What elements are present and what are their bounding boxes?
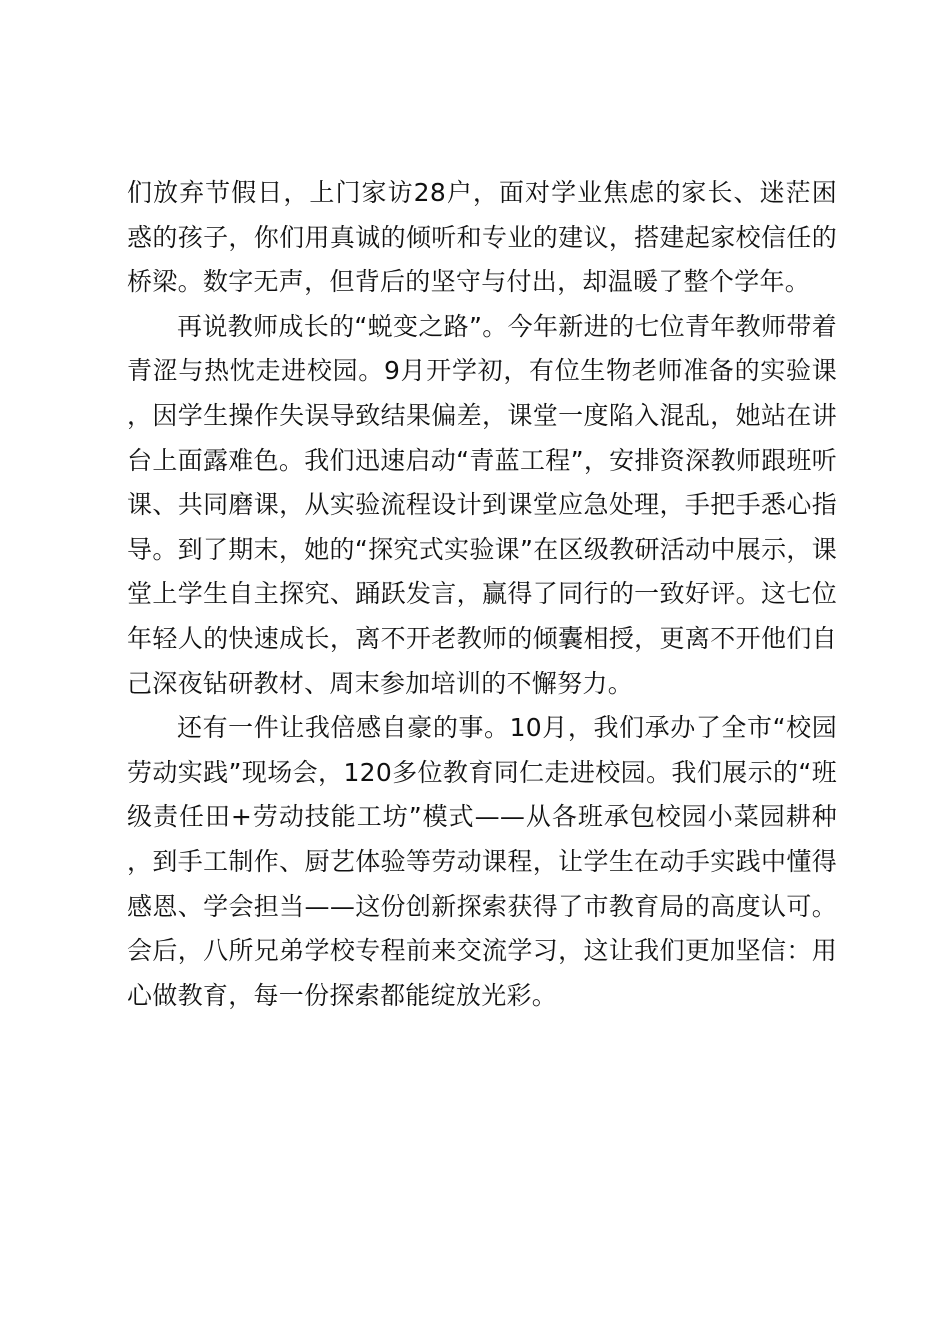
- paragraph-teacher-growth: 再说教师成长的“蜕变之路”。今年新进的七位青年教师带着青涩与热忱走进校园。9月开学初，有位生物老师准备的实验课，因学生操作失误导致结果偏差，课堂一度陷入混乱，她站在讲台上面露难色。我们迅速启动“青蓝工程”，安排资深教师跟班听课、共同磨课，从实验流程设计到课堂应急处理，手把手悉心指导。到了期末，她的“探究式实验课”在区级教研活动中展示，课堂上学生自主探究、踊跃发言，赢得了同行的一致好评。这七位年轻人的快速成长，离不开老教师的倾囊相授，更离不开他们自己深夜钻研教材、周末参加培训的不懈努力。: [127, 311, 837, 698]
- paragraph-home-visits: 们放弃节假日，上门家访28户，面对学业焦虑的家长、迷茫困惑的孩子，你们用真诚的倾听和专业的建议，搭建起家校信任的桥梁。数字无声，但背后的坚守与付出，却温暖了整个学年。: [127, 178, 837, 297]
- document-body: [127, 171, 837, 1018]
- paragraph-labor-practice: 还有一件让我倍感自豪的事。10月，我们承办了全市“校园劳动实践”现场会，120多位教育同仁走进校园。我们展示的“班级责任田+劳动技能工坊”模式——从各班承包校园小菜园耕种，到手工制作、厨艺体验等劳动课程，让学生在动手实践中懂得感恩、学会担当——这份创新探索获得了市教育局的高度认可。会后，八所兄弟学校专程前来交流学习，这让我们更加坚信：用心做教育，每一份探索都能绽放光彩。: [127, 713, 837, 1010]
